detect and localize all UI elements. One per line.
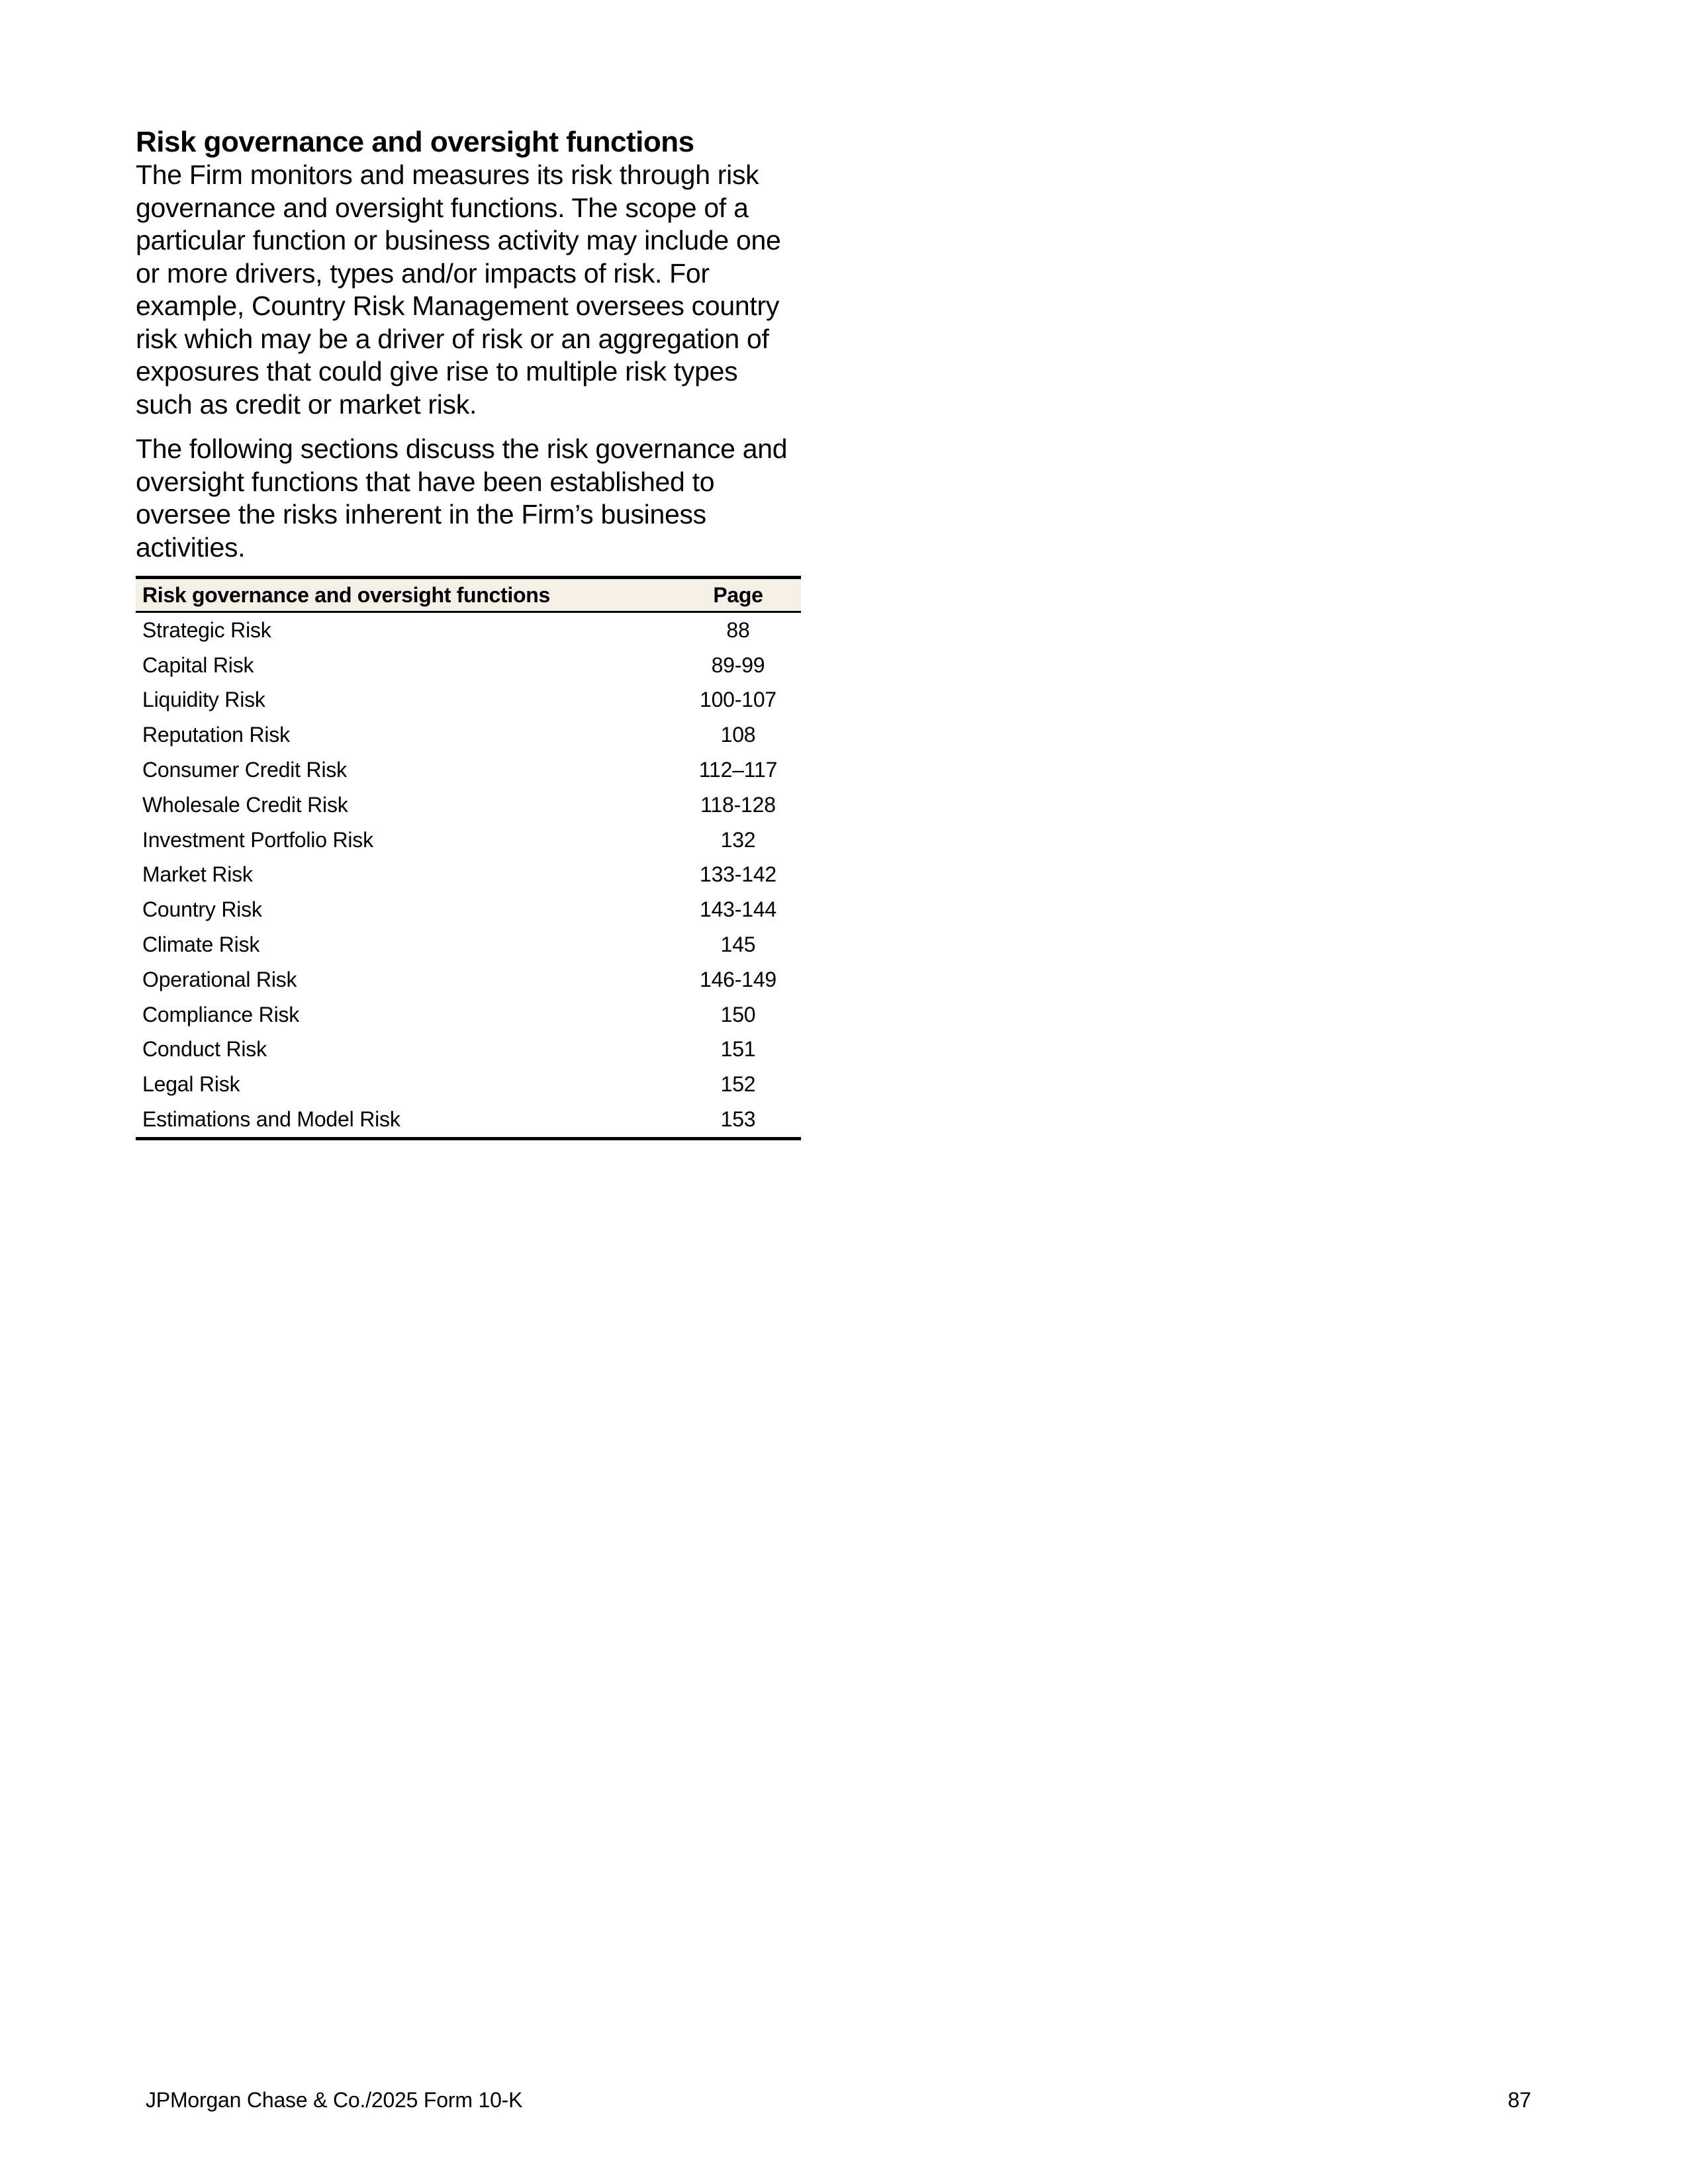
table-row [136, 612, 801, 648]
row-page: 112–117 [698, 758, 778, 782]
row-function: Country Risk [142, 897, 262, 922]
header-page: Page [675, 578, 801, 612]
table-row [136, 1067, 801, 1102]
row-page: 151 [720, 1037, 756, 1062]
table-row [136, 1032, 801, 1068]
table-row [136, 717, 801, 752]
footer-page-number: 87 [1507, 2088, 1531, 2112]
row-page: 152 [720, 1072, 756, 1097]
row-function: Compliance Risk [142, 1002, 300, 1026]
table-row [136, 962, 801, 997]
row-function: Liquidity Risk [142, 688, 265, 712]
row-function: Operational Risk [142, 967, 297, 991]
table-row [136, 823, 801, 858]
row-page: 133-142 [699, 862, 777, 887]
risk-governance-section [136, 126, 801, 1140]
row-page: 100-107 [699, 688, 777, 712]
row-function: Consumer Credit Risk [142, 758, 347, 782]
footer-document-title: JPMorgan Chase & Co./2025 Form 10-K [146, 2088, 523, 2112]
row-function: Market Risk [142, 862, 253, 887]
section-heading: Risk governance and oversight functions [136, 126, 694, 158]
row-function: Strategic Risk [142, 617, 271, 642]
row-page: 88 [726, 617, 750, 642]
table-row [136, 752, 801, 788]
row-function: Reputation Risk [142, 723, 290, 747]
table-row [136, 683, 801, 718]
row-page: 108 [720, 723, 756, 747]
row-function: Conduct Risk [142, 1037, 267, 1062]
row-function: Investment Portfolio Risk [142, 827, 373, 852]
risk-functions-table [136, 576, 801, 1140]
row-function: Climate Risk [142, 933, 260, 957]
sections-paragraph: The following sections discuss the risk governance and oversight functions that have been established to oversee the risks inherent in the Firm’s business activities. [136, 433, 788, 563]
row-page: 150 [720, 1002, 756, 1026]
table-row [136, 788, 801, 823]
row-page: 153 [675, 1102, 801, 1138]
row-page: 143-144 [699, 897, 777, 922]
table-row [136, 648, 801, 683]
table-row [136, 1102, 801, 1138]
row-function: Wholesale Credit Risk [142, 792, 348, 817]
row-page: 89-99 [711, 653, 765, 677]
table-row [136, 892, 801, 927]
row-function: Capital Risk [142, 653, 254, 677]
table-row [136, 927, 801, 962]
row-page: 132 [720, 827, 756, 852]
row-page: 145 [720, 933, 756, 957]
table-header-row [136, 578, 801, 612]
row-function: Estimations and Model Risk [136, 1102, 675, 1138]
table-row [136, 997, 801, 1032]
row-function: Legal Risk [142, 1072, 240, 1097]
row-page: 146-149 [699, 967, 777, 991]
intro-paragraph: The Firm monitors and measures its risk through risk governance and oversight functions. The scope of a particular function or business activity may include one or more drivers, types and/or impacts of risk. For example, Country Risk Management oversees country risk which may be a driver of risk or an aggregation of exposures that could give rise to multiple risk types such as credit or market risk. [136, 159, 781, 420]
header-function: Risk governance and oversight functions [136, 578, 675, 612]
table-row [136, 858, 801, 893]
row-page: 118-128 [700, 792, 776, 817]
